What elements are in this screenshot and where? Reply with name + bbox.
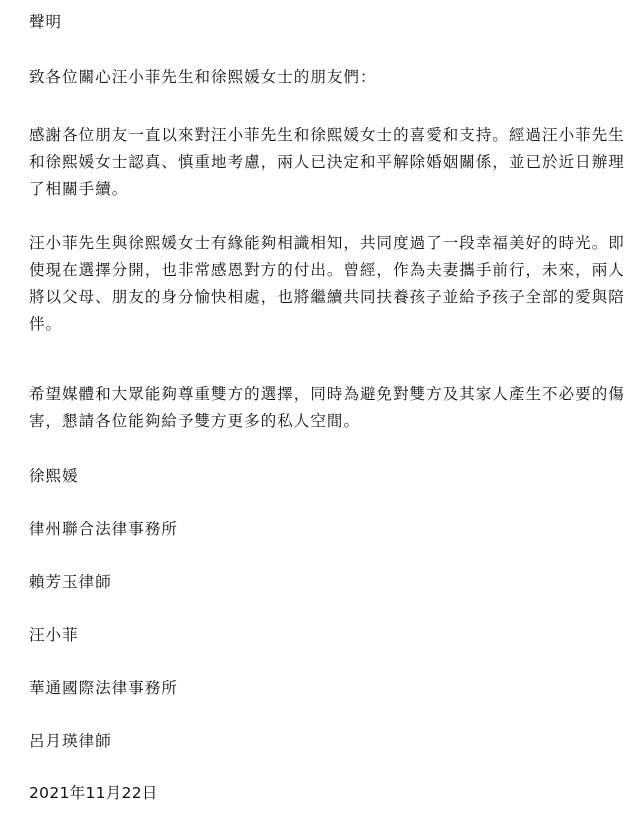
signatory-party-2: 汪小菲 xyxy=(29,626,79,644)
paragraph-gratitude-decision xyxy=(29,122,629,203)
salutation: 致各位關心汪小菲先生和徐熙媛女士的朋友們： xyxy=(29,68,377,86)
paragraph-line: 將以父母、朋友的身分愉快相處，也將繼續共同扶養孩子並給予孩子全部的愛與陪 xyxy=(29,288,625,306)
paragraph-line: 感謝各位朋友一直以來對汪小菲先生和徐熙媛女士的喜愛和支持。經過汪小菲先生 xyxy=(29,126,625,144)
paragraph-line: 希望媒體和大眾能夠尊重雙方的選擇，同時為避免對雙方及其家人產生不必要的傷 xyxy=(29,385,625,403)
signatory-lawyer-1: 賴芳玉律師 xyxy=(29,573,112,591)
document-date: 2021年11月22日 xyxy=(29,784,158,802)
paragraph-line: 汪小菲先生與徐熙媛女士有緣能夠相識相知，共同度過了一段幸福美好的時光。即 xyxy=(29,234,625,252)
document-title: 聲明 xyxy=(29,13,63,31)
paragraph-shared-time xyxy=(29,230,629,338)
paragraph-line: 了相關手續。 xyxy=(29,180,129,198)
paragraph-privacy-request xyxy=(29,381,629,435)
paragraph-line: 伴。 xyxy=(29,315,63,333)
paragraph-line: 使現在選擇分開，也非常感恩對方的付出。曾經，作為夫妻攜手前行，未來，兩人 xyxy=(29,261,625,279)
signatory-firm-1: 律州聯合法律事務所 xyxy=(29,520,178,538)
signatory-firm-2: 華通國際法律事務所 xyxy=(29,679,178,697)
signatory-lawyer-2: 呂月瑛律師 xyxy=(29,732,112,750)
paragraph-line: 和徐熙媛女士認真、慎重地考慮，兩人已決定和平解除婚姻關係，並已於近日辦理 xyxy=(29,153,625,171)
paragraph-line: 害，懇請各位能夠給予雙方更多的私人空間。 xyxy=(29,412,361,430)
signatory-party-1: 徐熙媛 xyxy=(29,467,79,485)
